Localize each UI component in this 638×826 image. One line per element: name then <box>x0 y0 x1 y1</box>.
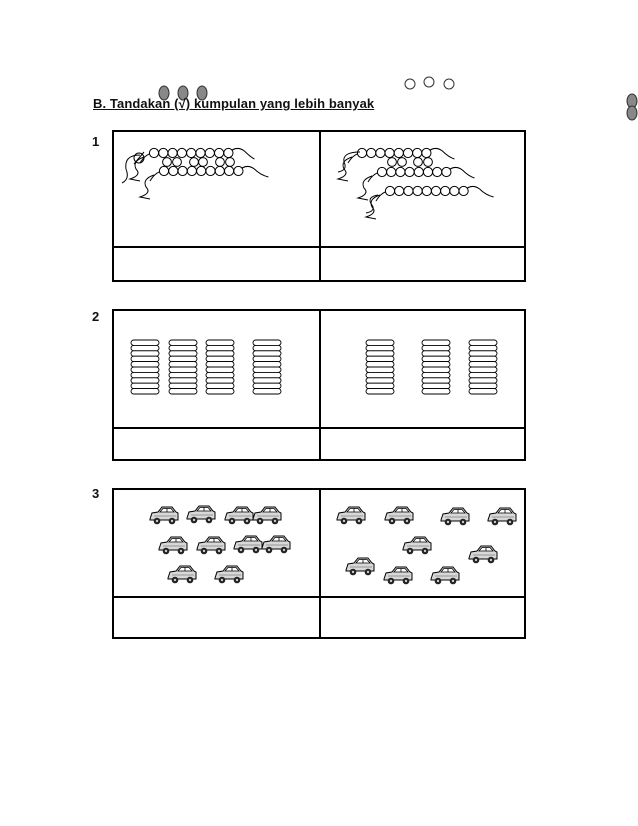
bead <box>422 186 431 195</box>
car-icon <box>346 558 374 575</box>
bead <box>433 167 442 176</box>
bead <box>215 148 224 157</box>
coin <box>169 383 197 388</box>
coin <box>253 345 281 350</box>
bead <box>385 148 394 157</box>
coin <box>169 378 197 383</box>
car-icon <box>431 567 459 584</box>
bead <box>376 148 385 157</box>
car-icon <box>441 508 469 525</box>
coin <box>206 362 234 367</box>
bead <box>413 186 422 195</box>
bead <box>215 166 224 175</box>
coin <box>366 356 394 361</box>
car-icon <box>234 536 262 553</box>
car-icon <box>187 506 215 523</box>
bead-string <box>163 158 235 167</box>
coin <box>469 383 497 388</box>
bead <box>178 166 187 175</box>
bead <box>190 158 199 167</box>
coin <box>422 372 450 377</box>
car-icon <box>215 566 243 583</box>
coin <box>253 356 281 361</box>
car-icon <box>337 507 365 524</box>
coin-stack <box>169 340 197 394</box>
coin <box>131 389 159 394</box>
bead <box>459 186 468 195</box>
coin <box>206 345 234 350</box>
coin <box>366 362 394 367</box>
instruction-title: B. Tandakan (√) kumpulan yang lebih banyak <box>93 96 375 111</box>
coin <box>131 362 159 367</box>
coin <box>469 345 497 350</box>
coin <box>206 372 234 377</box>
car-icon <box>253 507 281 524</box>
coin <box>469 356 497 361</box>
coin <box>422 378 450 383</box>
coin <box>469 389 497 394</box>
bead <box>377 167 386 176</box>
bead <box>398 158 407 167</box>
bead <box>388 158 397 167</box>
coin <box>366 367 394 372</box>
coin <box>169 345 197 350</box>
coin <box>253 340 281 345</box>
bead-string <box>140 166 268 199</box>
coin <box>206 383 234 388</box>
bead-string <box>388 158 433 167</box>
bead <box>367 148 376 157</box>
bead <box>205 148 214 157</box>
bead <box>387 167 396 176</box>
car-icon <box>159 537 187 554</box>
coin <box>131 383 159 388</box>
coin <box>366 389 394 394</box>
coin <box>253 389 281 394</box>
coin <box>366 378 394 383</box>
coin-stack <box>131 340 159 394</box>
bead <box>450 186 459 195</box>
car-icon <box>225 507 253 524</box>
car-icon <box>488 508 516 525</box>
bead <box>424 158 433 167</box>
bead <box>196 148 205 157</box>
coin <box>469 367 497 372</box>
coin <box>169 356 197 361</box>
coin <box>366 383 394 388</box>
string-tail <box>366 195 378 213</box>
bead <box>394 148 403 157</box>
bead <box>159 166 168 175</box>
bead <box>395 186 404 195</box>
coin <box>131 356 159 361</box>
coin-stack <box>469 340 497 394</box>
coin <box>131 345 159 350</box>
bead <box>177 148 186 157</box>
coin <box>469 372 497 377</box>
coin <box>469 362 497 367</box>
coin <box>131 378 159 383</box>
coin <box>206 378 234 383</box>
bead <box>414 158 423 167</box>
car-icon <box>469 546 497 563</box>
bead <box>173 158 182 167</box>
car-icon <box>150 507 178 524</box>
coin <box>422 351 450 356</box>
coin <box>253 351 281 356</box>
coin <box>206 389 234 394</box>
coin <box>206 356 234 361</box>
coin <box>131 372 159 377</box>
coin <box>422 345 450 350</box>
coin <box>253 383 281 388</box>
bead <box>187 166 196 175</box>
bead-string <box>366 186 494 219</box>
bead <box>216 158 225 167</box>
coin <box>366 340 394 345</box>
coin <box>206 367 234 372</box>
coin <box>206 340 234 345</box>
coin <box>253 378 281 383</box>
coin <box>366 351 394 356</box>
coin <box>422 367 450 372</box>
question-number-1: 1 <box>92 134 100 149</box>
bead <box>357 148 366 157</box>
coin <box>366 372 394 377</box>
coin <box>422 362 450 367</box>
bead <box>403 148 412 157</box>
coin <box>422 356 450 361</box>
coin <box>469 340 497 345</box>
coin <box>131 340 159 345</box>
coin-stack <box>366 340 394 394</box>
coin <box>131 367 159 372</box>
car-icon <box>384 567 412 584</box>
bead <box>206 166 215 175</box>
coin <box>422 340 450 345</box>
coin-stack <box>253 340 281 394</box>
bead <box>404 186 413 195</box>
car-icon <box>168 566 196 583</box>
question-number-3: 3 <box>92 486 100 501</box>
coin <box>169 362 197 367</box>
coin <box>469 378 497 383</box>
bead <box>385 186 394 195</box>
bead <box>234 166 243 175</box>
bead <box>224 148 233 157</box>
coin <box>169 389 197 394</box>
bead <box>197 166 206 175</box>
bead <box>414 167 423 176</box>
bead <box>149 148 158 157</box>
bead <box>168 148 177 157</box>
coin <box>253 362 281 367</box>
car-icon <box>197 537 225 554</box>
coin <box>131 351 159 356</box>
bead <box>226 158 235 167</box>
coin-stack <box>422 340 450 394</box>
coin <box>366 345 394 350</box>
coin <box>253 372 281 377</box>
coin-stack <box>206 340 234 394</box>
coin <box>422 389 450 394</box>
car-icon <box>403 537 431 554</box>
coin <box>253 367 281 372</box>
coin <box>206 351 234 356</box>
bead <box>442 167 451 176</box>
bead <box>405 167 414 176</box>
bead <box>413 148 422 157</box>
bead <box>159 148 168 157</box>
coin <box>169 340 197 345</box>
bead <box>169 166 178 175</box>
coin <box>169 351 197 356</box>
bead <box>396 167 405 176</box>
coin <box>422 383 450 388</box>
car-icon <box>385 507 413 524</box>
car-icon <box>262 536 290 553</box>
bead <box>422 148 431 157</box>
bead <box>225 166 234 175</box>
bead <box>163 158 172 167</box>
coin <box>169 372 197 377</box>
bead <box>441 186 450 195</box>
bead <box>187 148 196 157</box>
question-number-2: 2 <box>92 309 100 324</box>
bead <box>423 167 432 176</box>
coin <box>169 367 197 372</box>
bead <box>431 186 440 195</box>
coin <box>469 351 497 356</box>
bead <box>199 158 208 167</box>
